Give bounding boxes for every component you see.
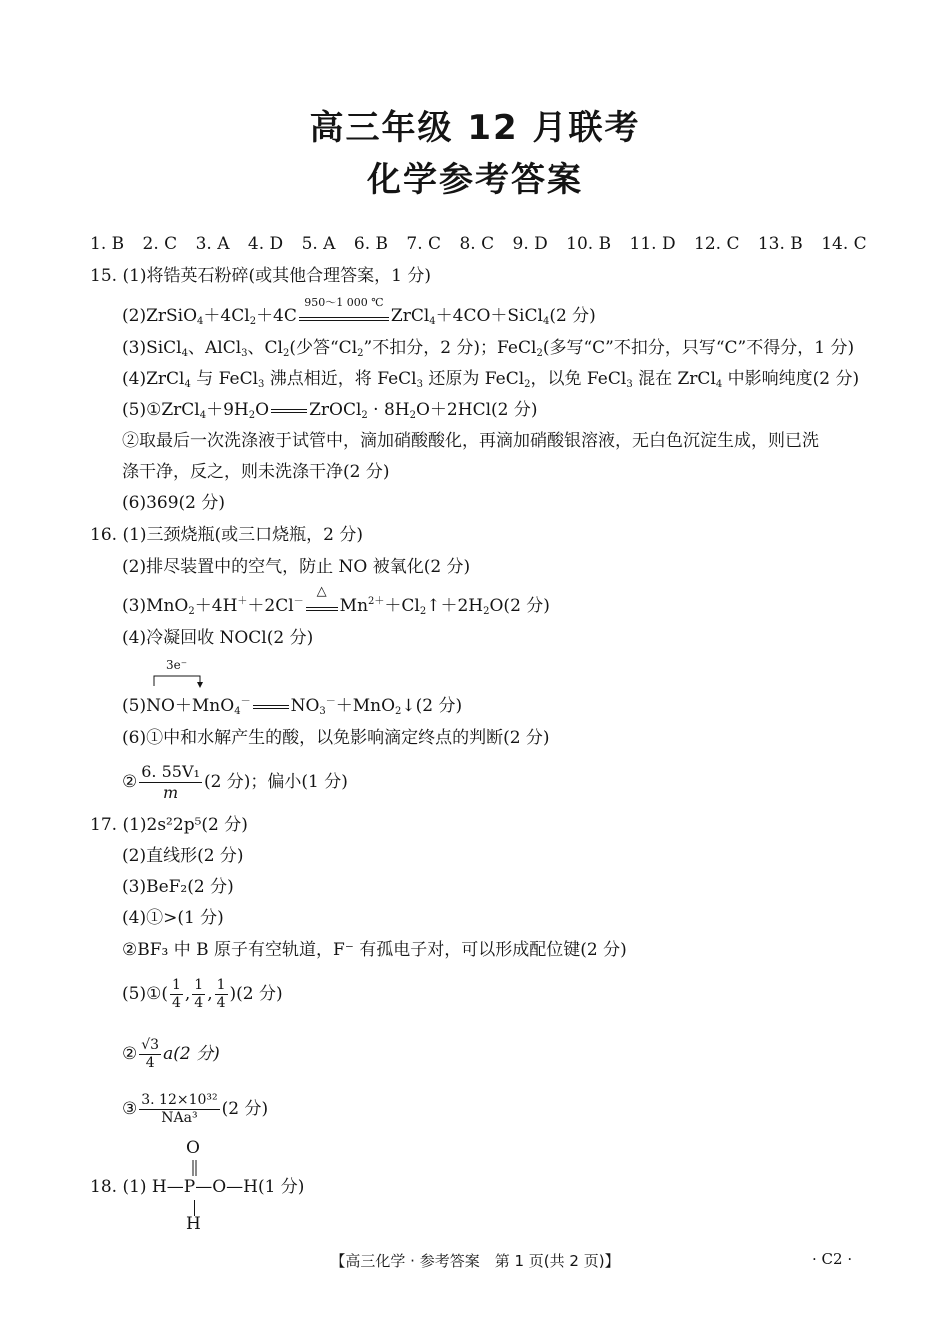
q16-part6: (6)①中和水解产生的酸，以免影响滴定终点的判断(2 分) (122, 728, 550, 748)
exam-title: 高三年级 12 月联考 (309, 108, 641, 148)
choice-answer: 10. B (566, 234, 612, 254)
q16-part1: 16. (1)三颈烧瓶(或三口烧瓶，2 分) (90, 525, 364, 545)
choice-answer: 5. A (301, 234, 336, 254)
q15-part5-line2: 涤干净，反之，则未洗涤干净(2 分) (122, 462, 390, 482)
q15-part2-equation: $(2)ZrSiO_4+4Cl_2+4C$ 950～1 000 ℃ ZrCl$_4$＋4CO＋SiCl$_4$(2 分) (122, 296, 596, 327)
choice-answer: 7. C (406, 234, 442, 254)
q17-part3: (3)BeF₂(2 分) (122, 877, 234, 897)
q16-part2: (2)排尽装置中的空气，防止 NO 被氧化(2 分) (122, 557, 471, 577)
answer-key-title: 化学参考答案 (367, 160, 583, 200)
q16-part3-equation: (3)MnO$_2$＋4H＋＋2Cl－ △ $Mn^{2+}+Cl_2↑+2H_2O(2$ 分) (122, 584, 550, 617)
q17-part2: (2)直线形(2 分) (122, 846, 244, 866)
choice-answers-row (90, 232, 880, 256)
q17-part4-reason: ②BF₃ 中 B 原子有空轨道，F⁻ 有孤电子对，可以形成配位键(2 分) (122, 940, 627, 960)
choice-answer: 6. B (353, 234, 388, 254)
choice-answer: 4. D (247, 234, 284, 254)
choice-answer: 3. A (195, 234, 230, 254)
q17-part5-density: ③ $\frac{\text{3. 12×10³²}}{\text{NAa³}}$ (2 分) (122, 1092, 269, 1126)
choice-answer: 1. B (90, 234, 125, 254)
q15-part3: (3)SiCl$_4$、AlCl$_3$、$Cl_2$(少答“$Cl_2$”不扣分，2 分)；FeCl$_2$(多写“C”不扣分，只写“C”不得分，1 分) (122, 338, 855, 359)
transfer-label: 3e⁻ (166, 658, 188, 672)
q15-part5-line1: ②取最后一次洗涤液于试管中，滴加硝酸酸化，再滴加硝酸银溶液，无白色沉淀生成，则已洗 (122, 431, 819, 451)
q15-part1: 15. (1)将锆英石粉碎(或其他合理答案，1 分) (90, 266, 432, 286)
q16-part4: (4)冷凝回收 NOCl(2 分) (122, 628, 314, 648)
choice-answer: 14. C (821, 234, 867, 254)
q15-part6: (6)369(2 分) (122, 493, 226, 513)
q17-part5-distance: ② $\frac{√3}{4}$ a(2 分) (122, 1037, 220, 1071)
choice-answer: 8. C (459, 234, 495, 254)
q15-part5-equation: $(5)①ZrCl_4+9H_2O$ ZrOCl$_2$ · $8H_2O+2HCl(2$ 分) (122, 400, 538, 421)
electron-transfer-bracket (152, 658, 202, 688)
q17-part5-coordinates: (5)①( $\frac{1}{4}$ , $\frac{1}{4}$ , $\frac{1}{4}$ )(2 分) (122, 977, 283, 1011)
reaction-condition: 950～1 000 ℃ (299, 305, 389, 321)
q16-part5-equation: (5)NO＋MnO$_4$－ $NO_3^-+MnO_2↓(2$ 分) (122, 696, 463, 717)
q17-part4: (4)①>(1 分) (122, 908, 224, 928)
heat-condition: △ (306, 595, 338, 611)
choice-answer: 2. C (142, 234, 178, 254)
choice-answer: 9. D (512, 234, 548, 254)
structure-top-atom: O (186, 1138, 200, 1158)
q18-part1: 18. (1) H—P—O—H(1 分) (90, 1177, 305, 1197)
q17-part1: 17. (1)2s²2p⁵(2 分) (90, 815, 248, 835)
result-fraction: $\frac{\text{6. 55V₁}}{m}$ (141, 762, 200, 802)
structure-bottom-atom: H (186, 1214, 201, 1234)
choice-answer: 13. B (757, 234, 803, 254)
page-code: · C2 · (812, 1250, 853, 1268)
choice-answer: 11. D (629, 234, 676, 254)
page-footer: 【高三化学 · 参考答案 第 1 页(共 2 页)】 (330, 1252, 620, 1270)
q16-part6-result: ② $\frac{\text{6. 55V₁}}{m}$ (2 分)；偏小(1 分) (122, 762, 348, 802)
choice-answer: 12. C (694, 234, 740, 254)
q15-part4: (4)ZrCl$_4$ 与 FeCl$_3$ 沸点相近，将 FeCl$_3$ 还原为 FeCl$_2$，以免 FeCl$_3$ 混在 ZrCl$_4$ 中影响纯度(2 分) (122, 369, 860, 390)
